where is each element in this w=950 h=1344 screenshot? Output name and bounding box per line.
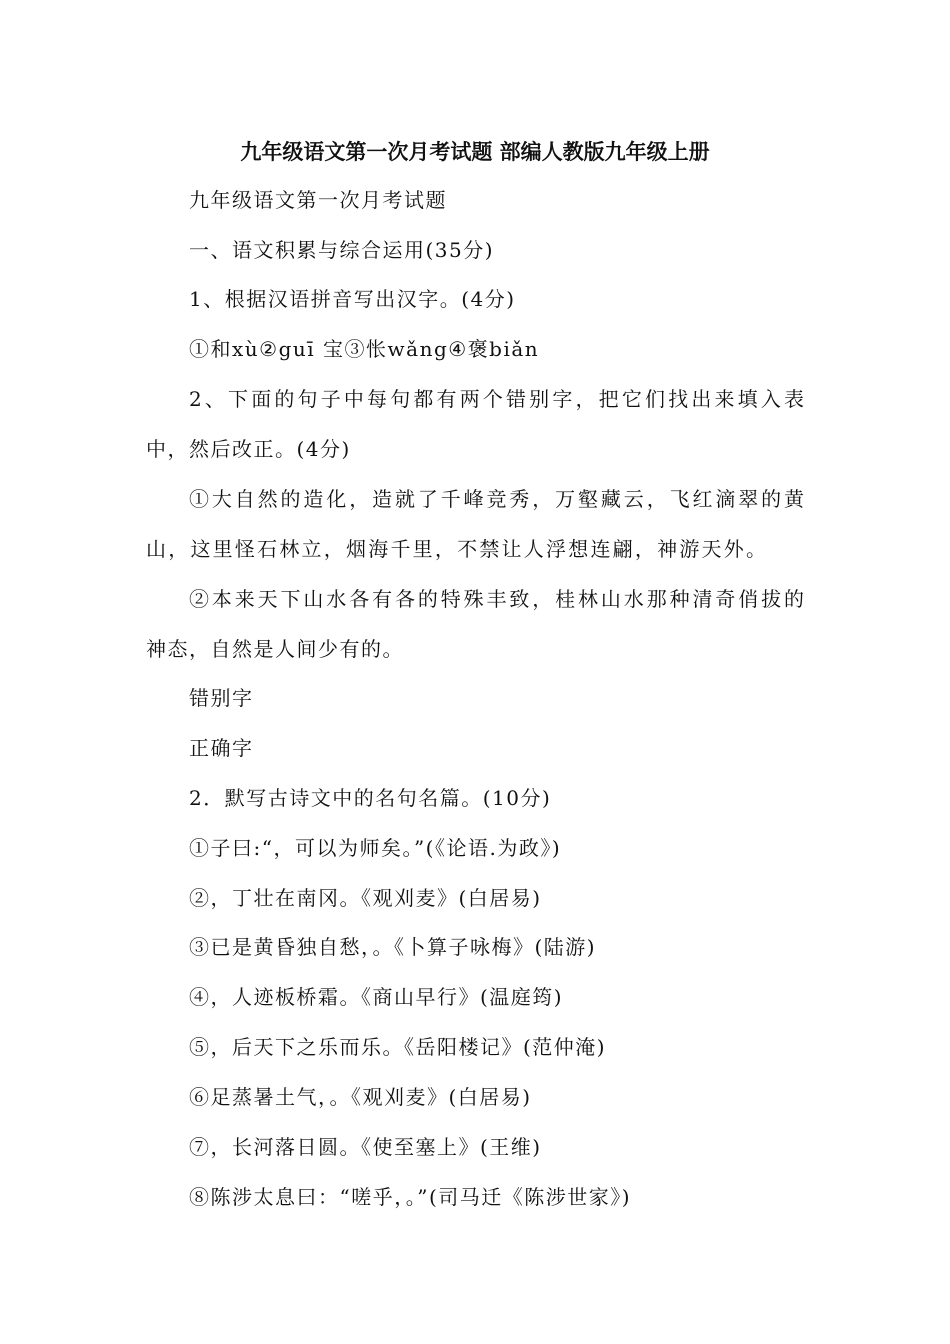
section-heading: 一、语文积累与综合运用(35分): [189, 238, 495, 262]
document-title: 九年级语文第一次月考试题 部编人教版九年级上册: [240, 140, 710, 164]
exam-heading: 九年级语文第一次月考试题: [189, 188, 447, 212]
poem-item-8: ⑧陈涉太息曰：“嗟乎，。”(司马迁《陈涉世家》): [189, 1185, 632, 1209]
poem-item-4: ④，人迹板桥霜。《商山早行》(温庭筠): [189, 985, 564, 1009]
question-1: 1、根据汉语拼音写出汉字。(4分): [189, 287, 516, 311]
poem-item-7: ⑦，长河落日圆。《使至塞上》(王维): [189, 1135, 542, 1159]
poem-item-3: ③已是黄昏独自愁，。《卜算子咏梅》(陆游): [189, 935, 597, 959]
sentence-1-line-2: 山，这里怪石林立，烟海千里，不禁让人浮想连翩，神游天外。: [146, 537, 766, 561]
poem-item-1: ①子曰:“，可以为师矣。”(《论语.为政》): [189, 836, 562, 860]
sentence-2-line-1: ②本来天下山水各有各的特殊丰致，桂林山水那种清奇俏拔的: [189, 587, 804, 611]
poem-item-6: ⑥足蒸暑土气，。《观刈麦》(白居易): [189, 1085, 532, 1109]
question-3: 2．默写古诗文中的名句名篇。(10分): [189, 786, 552, 810]
poem-item-2: ②，丁壮在南冈。《观刈麦》(白居易): [189, 886, 542, 910]
correct-char-label: 正确字: [189, 736, 254, 760]
wrong-char-label: 错别字: [189, 686, 254, 710]
question-2-line-1: 2、下面的句子中每句都有两个错别字，把它们找出来填入表: [189, 387, 804, 411]
poem-item-5: ⑤，后天下之乐而乐。《岳阳楼记》(范仲淹): [189, 1035, 607, 1059]
sentence-1-line-1: ①大自然的造化，造就了千峰竞秀，万壑藏云，飞红滴翠的黄: [189, 487, 804, 511]
pinyin-items: ①和xù②guī 宝③怅wǎng④褒biǎn: [189, 337, 540, 361]
question-2-line-2: 中，然后改正。(4分): [146, 437, 351, 461]
sentence-2-line-2: 神态，自然是人间少有的。: [146, 637, 404, 661]
